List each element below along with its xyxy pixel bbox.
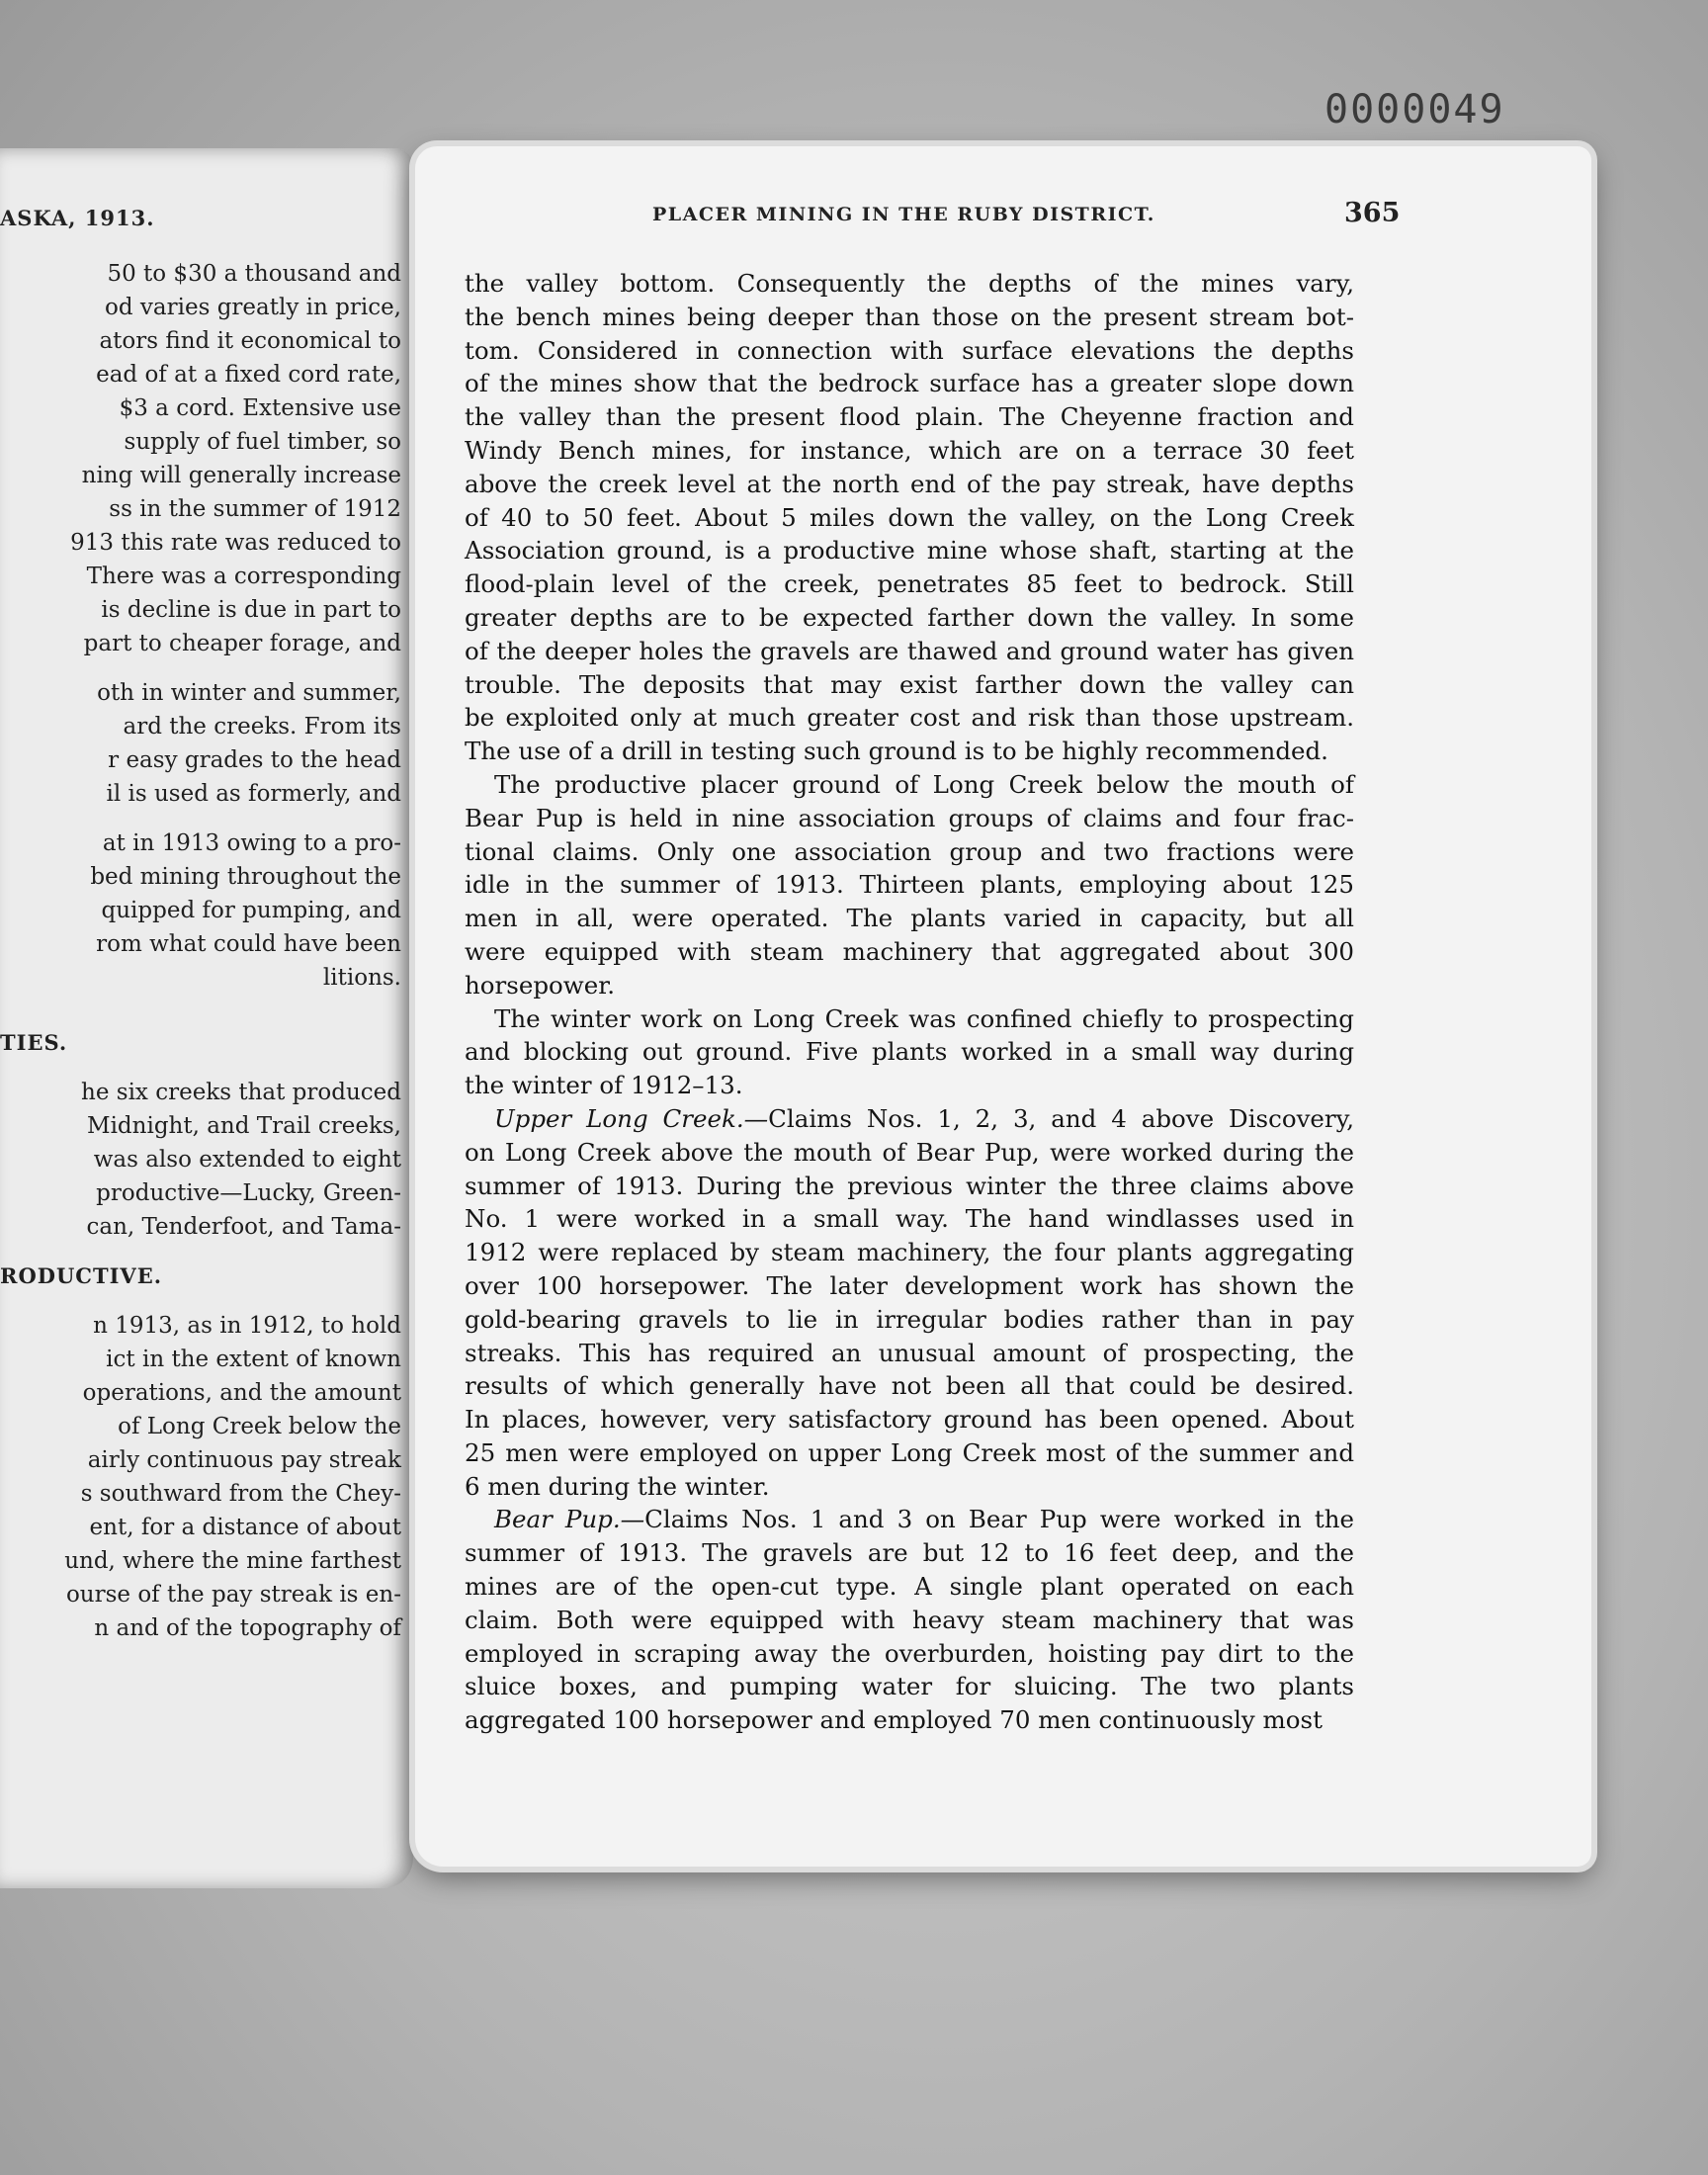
left-text-line: n 1913, as in 1912, to hold bbox=[93, 1313, 401, 1339]
left-text-line: at in 1913 owing to a pro- bbox=[102, 830, 401, 856]
left-text-line: n and of the topography of bbox=[94, 1615, 401, 1641]
left-text-line: s southward from the Chey- bbox=[80, 1481, 401, 1507]
left-text-line: $3 a cord. Extensive use bbox=[119, 395, 401, 421]
page-header bbox=[474, 198, 1401, 237]
left-running-head: ASKA, 1913. bbox=[0, 206, 155, 230]
body-line: Association ground, is a productive mine whose shaft, starting at the bbox=[465, 536, 1354, 566]
body-line: The use of a drill in testing such ground is to be highly recommended. bbox=[465, 737, 1328, 766]
body-line: of the mines show that the bedrock surface has a greater slope down bbox=[465, 369, 1354, 398]
running-head: PLACER MINING IN THE RUBY DISTRICT. bbox=[652, 204, 1155, 225]
body-line: The winter work on Long Creek was confined chiefly to prospecting bbox=[494, 1003, 1354, 1033]
left-text-line: he six creeks that produced bbox=[81, 1080, 401, 1105]
left-text-line: part to cheaper forage, and bbox=[83, 631, 401, 656]
left-text-line: supply of fuel timber, so bbox=[124, 429, 401, 455]
body-text bbox=[465, 267, 1354, 1737]
left-text-line bbox=[0, 995, 413, 1010]
left-page bbox=[0, 148, 413, 1888]
left-text-line bbox=[0, 811, 413, 826]
left-text-line bbox=[0, 1060, 413, 1076]
left-text-line: oth in winter and summer, bbox=[97, 680, 401, 706]
page-number: 365 bbox=[1344, 198, 1401, 228]
left-text-line: productive—Lucky, Green- bbox=[96, 1180, 401, 1206]
body-line bbox=[465, 1503, 1354, 1536]
body-line: results of which generally have not been all that could be desired. bbox=[465, 1371, 1354, 1401]
body-line: gold-bearing gravels to lie in irregular bodies rather than in pay bbox=[465, 1304, 1354, 1334]
body-line: 6 men during the winter. bbox=[465, 1471, 770, 1501]
body-line: In places, however, very satisfactory ground has been opened. About bbox=[465, 1405, 1354, 1435]
page-stamp: 0000049 bbox=[1324, 87, 1505, 132]
body-line: aggregated 100 horsepower and employed 70 men continuously most bbox=[465, 1705, 1323, 1735]
body-line: the valley bottom. Consequently the depths of the mines vary, bbox=[465, 269, 1354, 298]
left-text-line: ard the creeks. From its bbox=[123, 714, 401, 740]
body-line: above the creek level at the north end of the pay streak, have depths bbox=[465, 469, 1354, 498]
body-line: idle in the summer of 1913. Thirteen plants, employing about 125 bbox=[465, 870, 1354, 900]
left-text-line: of Long Creek below the bbox=[118, 1414, 401, 1439]
body-line: tional claims. Only one association group and two fractions were bbox=[465, 836, 1354, 866]
left-text-line: od varies greatly in price, bbox=[105, 295, 401, 320]
body-line: and blocking out ground. Five plants worked in a small way during bbox=[465, 1037, 1354, 1067]
body-line: 25 men were employed on upper Long Creek most of the summer and bbox=[465, 1437, 1354, 1467]
body-line: men in all, were operated. The plants varied in capacity, but all bbox=[465, 904, 1354, 933]
left-text-line: operations, and the amount bbox=[82, 1380, 401, 1406]
left-text-line: ning will generally increase bbox=[81, 463, 401, 488]
left-text-line: was also extended to eight bbox=[93, 1147, 401, 1173]
left-text-line: quipped for pumping, and bbox=[101, 898, 401, 923]
body-line: 1912 were replaced by steam machinery, the four plants aggregating bbox=[465, 1238, 1354, 1267]
body-line: were equipped with steam machinery that aggregated about 300 bbox=[465, 936, 1354, 966]
left-section-heading: TIES. bbox=[0, 1030, 68, 1055]
left-text-line: litions. bbox=[322, 965, 401, 991]
body-line: greater depths are to be expected farther down the valley. In some bbox=[465, 602, 1354, 632]
left-text-line: rom what could have been bbox=[96, 931, 401, 957]
left-text-line: ead of at a fixed cord rate, bbox=[96, 362, 401, 388]
left-text-line: is decline is due in part to bbox=[101, 597, 401, 623]
left-text-line bbox=[0, 1010, 413, 1026]
right-page bbox=[415, 146, 1591, 1867]
left-text-line: il is used as formerly, and bbox=[106, 781, 401, 807]
body-line-text: Claims Nos. 1 and 3 on Bear Pup were worked in the bbox=[644, 1505, 1354, 1534]
body-line: on Long Creek above the mouth of Bear Pup, were worked during the bbox=[465, 1137, 1354, 1167]
body-line: summer of 1913. During the previous winter the three claims above bbox=[465, 1171, 1354, 1200]
body-line: claim. Both were equipped with heavy steam machinery that was bbox=[465, 1605, 1354, 1634]
left-text-line: airly continuous pay streak bbox=[87, 1447, 401, 1473]
body-line: Windy Bench mines, for instance, which are on a terrace 30 feet bbox=[465, 435, 1354, 465]
body-line: of 40 to 50 feet. About 5 miles down the valley, on the Long Creek bbox=[465, 502, 1354, 532]
left-text-line: Midnight, and Trail creeks, bbox=[87, 1113, 401, 1139]
body-line: over 100 horsepower. The later development work has shown the bbox=[465, 1270, 1354, 1300]
left-text-line: ourse of the pay streak is en- bbox=[65, 1582, 401, 1608]
body-line: The productive placer ground of Long Creek below the mouth of bbox=[494, 769, 1354, 799]
left-text-line: r easy grades to the head bbox=[108, 747, 401, 773]
body-line: be exploited only at much greater cost and risk than those upstream. bbox=[465, 703, 1354, 733]
body-line-text: Claims Nos. 1, 2, 3, and 4 above Discovery, bbox=[768, 1103, 1354, 1133]
left-text-column bbox=[0, 257, 413, 1645]
body-line: mines are of the open-cut type. A single plant operated on each bbox=[465, 1572, 1354, 1602]
body-line: of the deeper holes the gravels are thawed and ground water has given bbox=[465, 636, 1354, 665]
body-line: the winter of 1912–13. bbox=[465, 1071, 743, 1100]
italic-subheading: Upper Long Creek.— bbox=[494, 1103, 769, 1133]
body-line: tom. Considered in connection with surface elevations the depths bbox=[465, 335, 1354, 365]
italic-subheading: Bear Pup.— bbox=[494, 1505, 645, 1534]
body-line: sluice boxes, and pumping water for sluicing. The two plants bbox=[465, 1672, 1354, 1701]
body-line: No. 1 were worked in a small way. The hand windlasses used in bbox=[465, 1204, 1354, 1234]
body-line: employed in scraping away the overburden, hoisting pay dirt to the bbox=[465, 1638, 1354, 1668]
body-line bbox=[465, 1102, 1354, 1136]
body-line: Bear Pup is held in nine association groups of claims and four frac- bbox=[465, 803, 1354, 832]
left-text-line: und, where the mine farthest bbox=[64, 1548, 401, 1574]
left-text-line bbox=[0, 1293, 413, 1309]
left-text-line: ict in the extent of known bbox=[106, 1347, 401, 1372]
body-line: flood-plain level of the creek, penetrates 85 feet to bedrock. Still bbox=[465, 569, 1354, 599]
body-line: horsepower. bbox=[465, 970, 616, 1000]
body-line: streaks. This has required an unusual amount of prospecting, the bbox=[465, 1338, 1354, 1367]
body-line: the valley than the present flood plain. The Cheyenne fraction and bbox=[465, 402, 1354, 432]
left-text-line: 913 this rate was reduced to bbox=[70, 530, 401, 556]
left-text-line: ators find it economical to bbox=[99, 328, 401, 354]
left-text-line: There was a corresponding bbox=[86, 564, 401, 589]
left-text-line: 50 to $30 a thousand and bbox=[107, 261, 401, 287]
body-line: trouble. The deposits that may exist farther down the valley can bbox=[465, 669, 1354, 699]
left-section-heading: RODUCTIVE. bbox=[0, 1263, 163, 1288]
left-text-line bbox=[0, 660, 413, 676]
left-text-line: bed mining throughout the bbox=[90, 864, 401, 890]
left-text-line: ent, for a distance of about bbox=[89, 1515, 401, 1540]
left-text-line: can, Tenderfoot, and Tama- bbox=[86, 1214, 401, 1240]
body-line: summer of 1913. The gravels are but 12 to 16 feet deep, and the bbox=[465, 1538, 1354, 1568]
body-line: the bench mines being deeper than those on the present stream bot- bbox=[465, 302, 1354, 331]
left-text-line bbox=[0, 1244, 413, 1260]
left-text-line: ss in the summer of 1912 bbox=[109, 496, 401, 522]
